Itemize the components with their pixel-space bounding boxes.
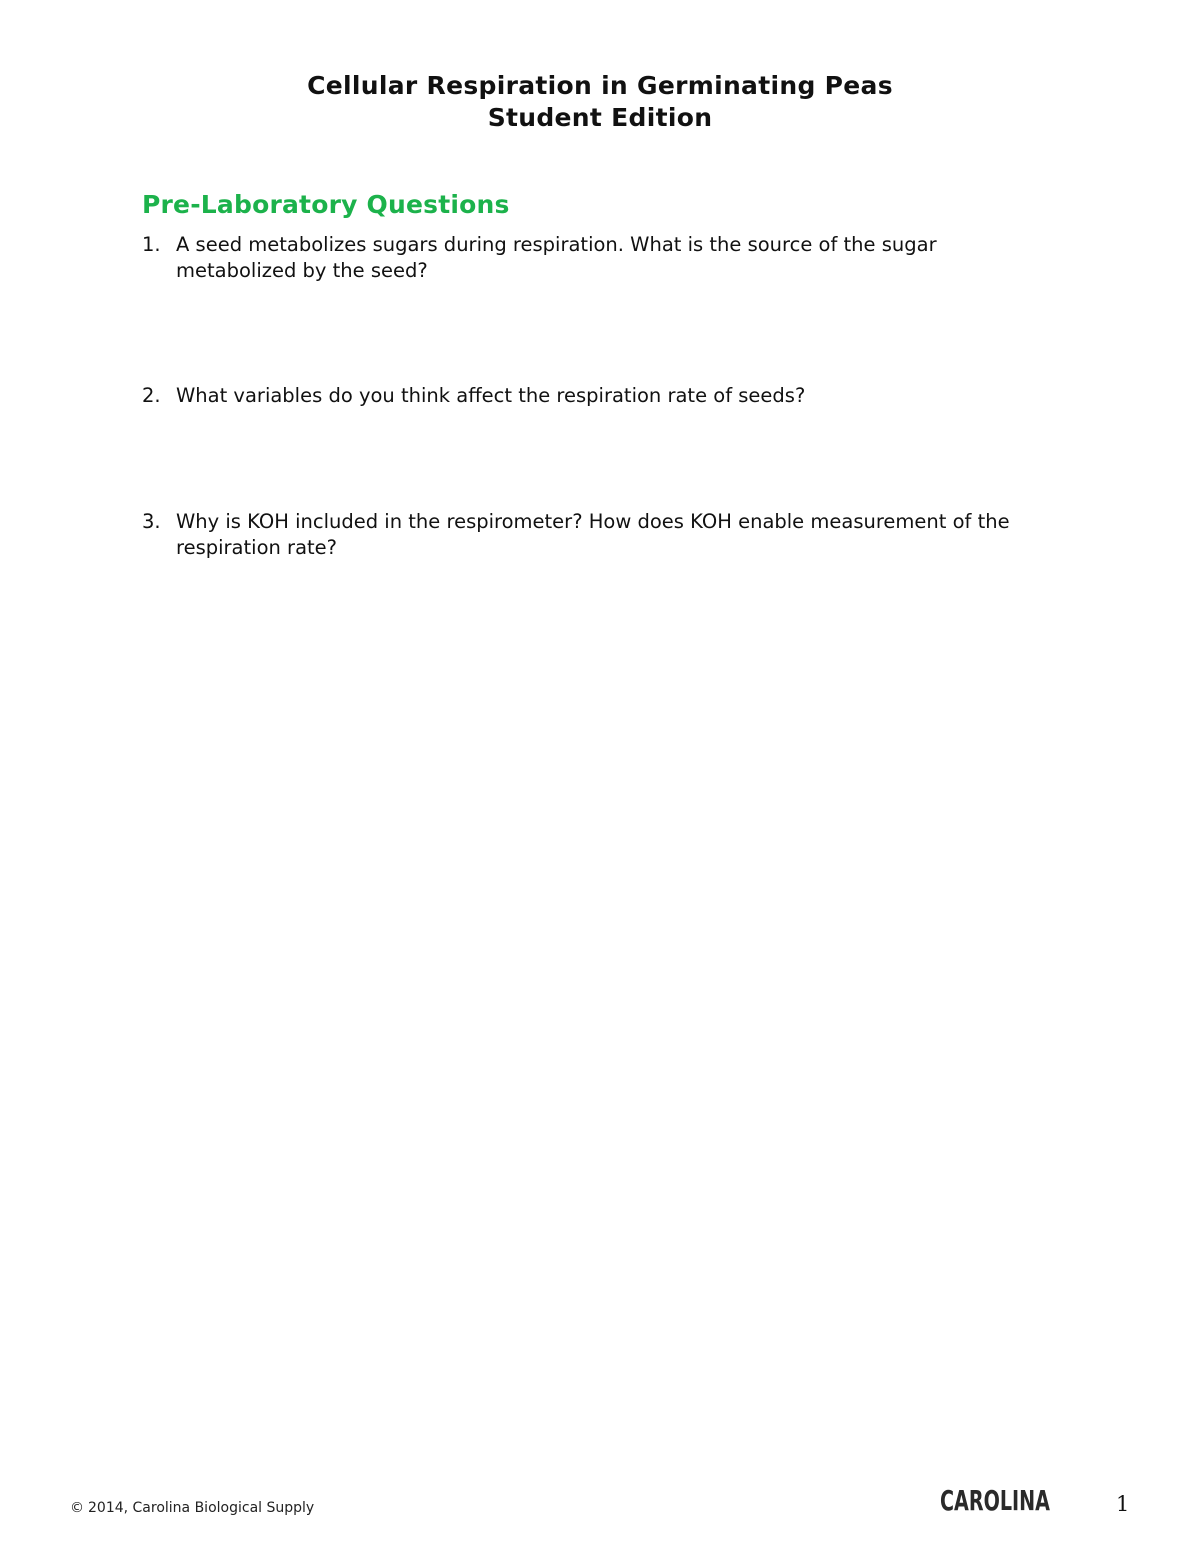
question-item bbox=[142, 232, 1042, 284]
copyright-text: 2014, Carolina Biological Supply bbox=[88, 1500, 315, 1516]
question-text: A seed metabolizes sugars during respiration. What is the source of the sugar metabolized by the seed? bbox=[176, 233, 937, 282]
document-title: Cellular Respiration in Germinating Peas bbox=[307, 71, 893, 100]
question-item bbox=[142, 509, 1042, 561]
document-subtitle: Student Edition bbox=[487, 103, 713, 132]
copyright-symbol: © bbox=[70, 1500, 84, 1516]
question-item bbox=[142, 383, 1042, 409]
question-number: 2. bbox=[142, 384, 161, 407]
question-number: 3. bbox=[142, 510, 161, 533]
page-number: 1 bbox=[1116, 1492, 1130, 1516]
question-text: What variables do you think affect the respiration rate of seeds? bbox=[176, 384, 806, 407]
document-title-block bbox=[0, 70, 1200, 134]
carolina-logo-wordmark: CAROLINA bbox=[940, 1484, 1051, 1517]
carolina-logo bbox=[940, 1482, 1052, 1518]
question-number: 1. bbox=[142, 233, 161, 256]
question-text: Why is KOH included in the respirometer? How does KOH enable measurement of the respiration rate? bbox=[176, 510, 1010, 559]
footer-copyright bbox=[70, 1498, 314, 1518]
section-heading: Pre-Laboratory Questions bbox=[142, 190, 510, 219]
